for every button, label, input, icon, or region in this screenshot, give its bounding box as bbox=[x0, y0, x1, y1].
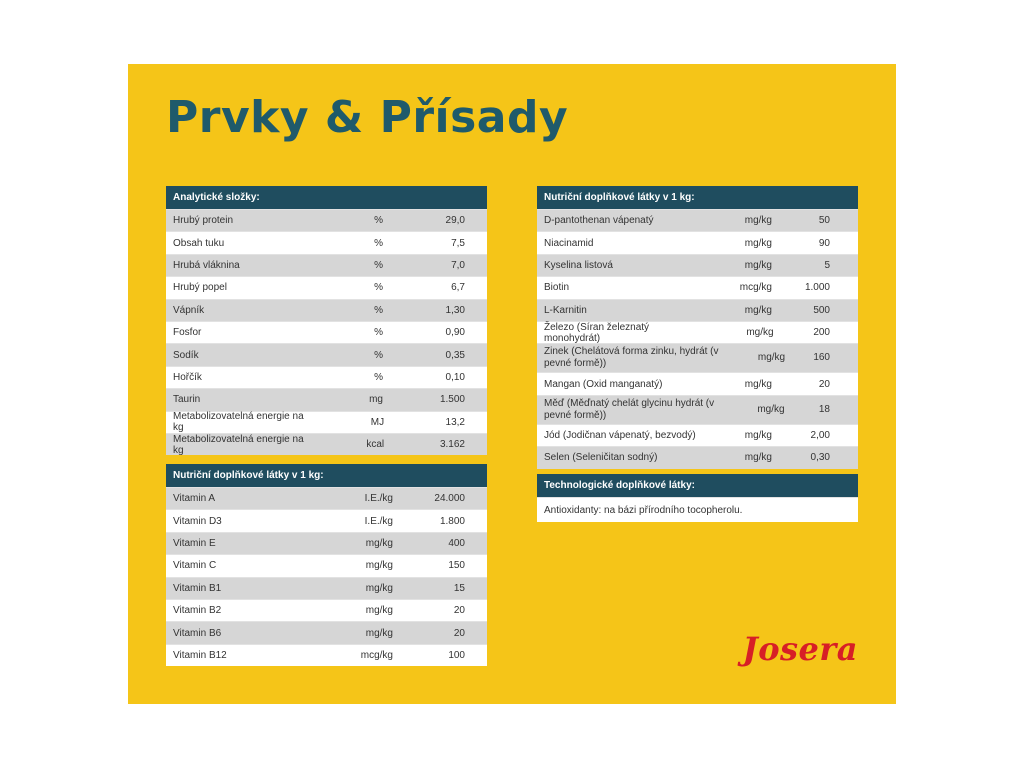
page-title: Prvky & Přísady bbox=[166, 92, 569, 143]
table-row bbox=[166, 487, 487, 509]
table-row bbox=[166, 433, 487, 455]
row-unit: mcg/kg bbox=[739, 282, 772, 294]
nutrition-table-header: Nutriční doplňkové látky v 1 kg: bbox=[537, 186, 858, 209]
row-unit: mg/kg bbox=[744, 304, 772, 316]
row-label: Zinek (Chelátová forma zinku, hydrát (v pevné formě)) bbox=[544, 346, 719, 370]
row-unit: mg bbox=[369, 394, 383, 406]
row-label: Vitamin E bbox=[173, 537, 216, 549]
row-label: Obsah tuku bbox=[173, 237, 225, 249]
row-unit: mg/kg bbox=[746, 327, 774, 339]
technological-table bbox=[537, 474, 858, 522]
row-label: Vitamin D3 bbox=[173, 515, 222, 527]
row-unit: mg/kg bbox=[757, 403, 785, 415]
table-row bbox=[166, 343, 487, 365]
row-unit: mcg/kg bbox=[360, 649, 393, 661]
row-unit: mg/kg bbox=[365, 560, 393, 572]
technological-text: Antioxidanty: na bázi přírodního tocopherolu. bbox=[544, 504, 743, 516]
row-label: Vitamin C bbox=[173, 560, 217, 572]
row-value: 20 bbox=[453, 605, 465, 617]
row-unit: mg/kg bbox=[365, 537, 393, 549]
row-unit: mg/kg bbox=[744, 237, 772, 249]
row-value: 500 bbox=[813, 304, 830, 316]
row-unit: % bbox=[374, 237, 383, 249]
row-label: Niacinamid bbox=[544, 237, 594, 249]
table-row bbox=[166, 577, 487, 599]
row-value: 20 bbox=[453, 627, 465, 639]
row-label: Biotin bbox=[544, 282, 570, 294]
table-row bbox=[166, 231, 487, 253]
row-label: Vitamin B1 bbox=[173, 582, 222, 594]
row-value: 1.000 bbox=[804, 282, 830, 294]
row-unit: mg/kg bbox=[365, 627, 393, 639]
row-value: 200 bbox=[813, 327, 830, 339]
row-value: 15 bbox=[453, 582, 465, 594]
row-label: L-Karnitin bbox=[544, 304, 587, 316]
row-value: 100 bbox=[448, 649, 465, 661]
row-unit: % bbox=[374, 304, 383, 316]
row-label: Kyselina listová bbox=[544, 259, 613, 271]
row-value: 0,35 bbox=[445, 349, 465, 361]
row-value: 1,30 bbox=[445, 304, 465, 316]
row-value: 2,00 bbox=[810, 429, 830, 441]
table-row bbox=[166, 276, 487, 298]
row-label: Vitamin B2 bbox=[173, 605, 222, 617]
row-value: 20 bbox=[818, 378, 830, 390]
row-unit: % bbox=[374, 259, 383, 271]
row-unit: MJ bbox=[370, 416, 385, 428]
row-label: Hrubý popel bbox=[173, 282, 227, 294]
row-unit: I.E./kg bbox=[364, 493, 393, 505]
table-row bbox=[166, 644, 487, 666]
row-unit: % bbox=[374, 215, 383, 227]
analytic-table bbox=[166, 186, 487, 455]
row-value: 0,30 bbox=[810, 452, 830, 464]
table-row bbox=[537, 424, 858, 446]
row-label: Sodík bbox=[173, 349, 199, 361]
row-value: 7,5 bbox=[451, 237, 465, 249]
row-unit: mg/kg bbox=[744, 378, 772, 390]
row-label: Hořčík bbox=[173, 371, 202, 383]
row-value: 3.162 bbox=[439, 439, 465, 451]
row-label: Mangan (Oxid manganatý) bbox=[544, 378, 663, 390]
table-row bbox=[166, 388, 487, 410]
row-value: 0,10 bbox=[445, 371, 465, 383]
row-label: Jód (Jodičnan vápenatý, bezvodý) bbox=[544, 429, 696, 441]
row-value: 90 bbox=[818, 237, 830, 249]
row-unit: mg/kg bbox=[365, 582, 393, 594]
table-row bbox=[537, 254, 858, 276]
table-row bbox=[166, 599, 487, 621]
row-unit: I.E./kg bbox=[364, 515, 393, 527]
row-label: Vápník bbox=[173, 304, 205, 316]
table-row bbox=[537, 446, 858, 468]
row-unit: kcal bbox=[366, 439, 385, 451]
table-row bbox=[537, 299, 858, 321]
row-unit: mg/kg bbox=[744, 259, 772, 271]
row-unit: % bbox=[374, 371, 383, 383]
row-unit: mg/kg bbox=[365, 605, 393, 617]
table-row bbox=[166, 321, 487, 343]
analytic-table-header: Analytické složky: bbox=[166, 186, 487, 209]
row-value: 6,7 bbox=[451, 282, 465, 294]
row-unit: mg/kg bbox=[757, 352, 786, 364]
row-label: D-pantothenan vápenatý bbox=[544, 215, 654, 227]
table-row bbox=[537, 321, 858, 343]
row-label: Železo (Síran železnatý monohydrát) bbox=[544, 321, 650, 344]
row-label: Měď (Měďnatý chelát glycinu hydrát (v pevné formě)) bbox=[544, 397, 715, 421]
row-value: 29,0 bbox=[445, 215, 465, 227]
table-row bbox=[166, 532, 487, 554]
technological-table-header: Technologické doplňkové látky: bbox=[537, 474, 858, 497]
row-label: Vitamin A bbox=[173, 493, 216, 505]
row-value: 160 bbox=[813, 352, 830, 364]
table-row bbox=[166, 366, 487, 388]
row-unit: % bbox=[374, 282, 383, 294]
vitamins-table bbox=[166, 464, 487, 666]
row-value: 1.800 bbox=[439, 515, 465, 527]
table-row bbox=[166, 554, 487, 576]
row-unit: mg/kg bbox=[744, 215, 772, 227]
table-row bbox=[537, 276, 858, 298]
poster bbox=[128, 64, 896, 704]
row-value: 400 bbox=[448, 537, 465, 549]
row-value: 7,0 bbox=[451, 259, 465, 271]
row-value: 0,90 bbox=[445, 327, 465, 339]
row-label: Hrubá vláknina bbox=[173, 259, 240, 271]
row-value: 5 bbox=[824, 259, 830, 271]
row-unit: % bbox=[374, 327, 383, 339]
row-value: 13,2 bbox=[445, 416, 465, 428]
josera-logo: Josera bbox=[742, 630, 858, 668]
table-row bbox=[537, 209, 858, 231]
nutrition-table bbox=[537, 186, 858, 469]
row-value: 18 bbox=[818, 403, 830, 415]
table-row bbox=[537, 372, 858, 394]
table-row bbox=[166, 254, 487, 276]
vitamins-table-header: Nutriční doplňkové látky v 1 kg: bbox=[166, 464, 487, 487]
row-unit: mg/kg bbox=[744, 429, 772, 441]
technological-row bbox=[537, 497, 858, 522]
table-row bbox=[537, 343, 858, 372]
row-value: 24.000 bbox=[434, 493, 465, 505]
table-row bbox=[166, 621, 487, 643]
table-row bbox=[166, 509, 487, 531]
table-row bbox=[537, 231, 858, 253]
row-label: Hrubý protein bbox=[173, 215, 234, 227]
row-unit: % bbox=[374, 349, 383, 361]
table-row bbox=[537, 395, 858, 424]
row-label: Metabolizovatelná energie na kg bbox=[173, 411, 304, 434]
row-label: Metabolizovatelná energie na kg bbox=[173, 433, 304, 456]
table-row bbox=[166, 411, 487, 433]
row-label: Vitamin B12 bbox=[173, 649, 227, 661]
row-label: Fosfor bbox=[173, 327, 202, 339]
row-label: Taurin bbox=[173, 394, 201, 406]
row-unit: mg/kg bbox=[744, 452, 772, 464]
row-label: Vitamin B6 bbox=[173, 627, 222, 639]
row-value: 150 bbox=[448, 560, 465, 572]
row-value: 1.500 bbox=[439, 394, 465, 406]
table-row bbox=[166, 299, 487, 321]
row-label: Selen (Seleničitan sodný) bbox=[544, 452, 658, 464]
row-value: 50 bbox=[818, 215, 830, 227]
table-row bbox=[166, 209, 487, 231]
